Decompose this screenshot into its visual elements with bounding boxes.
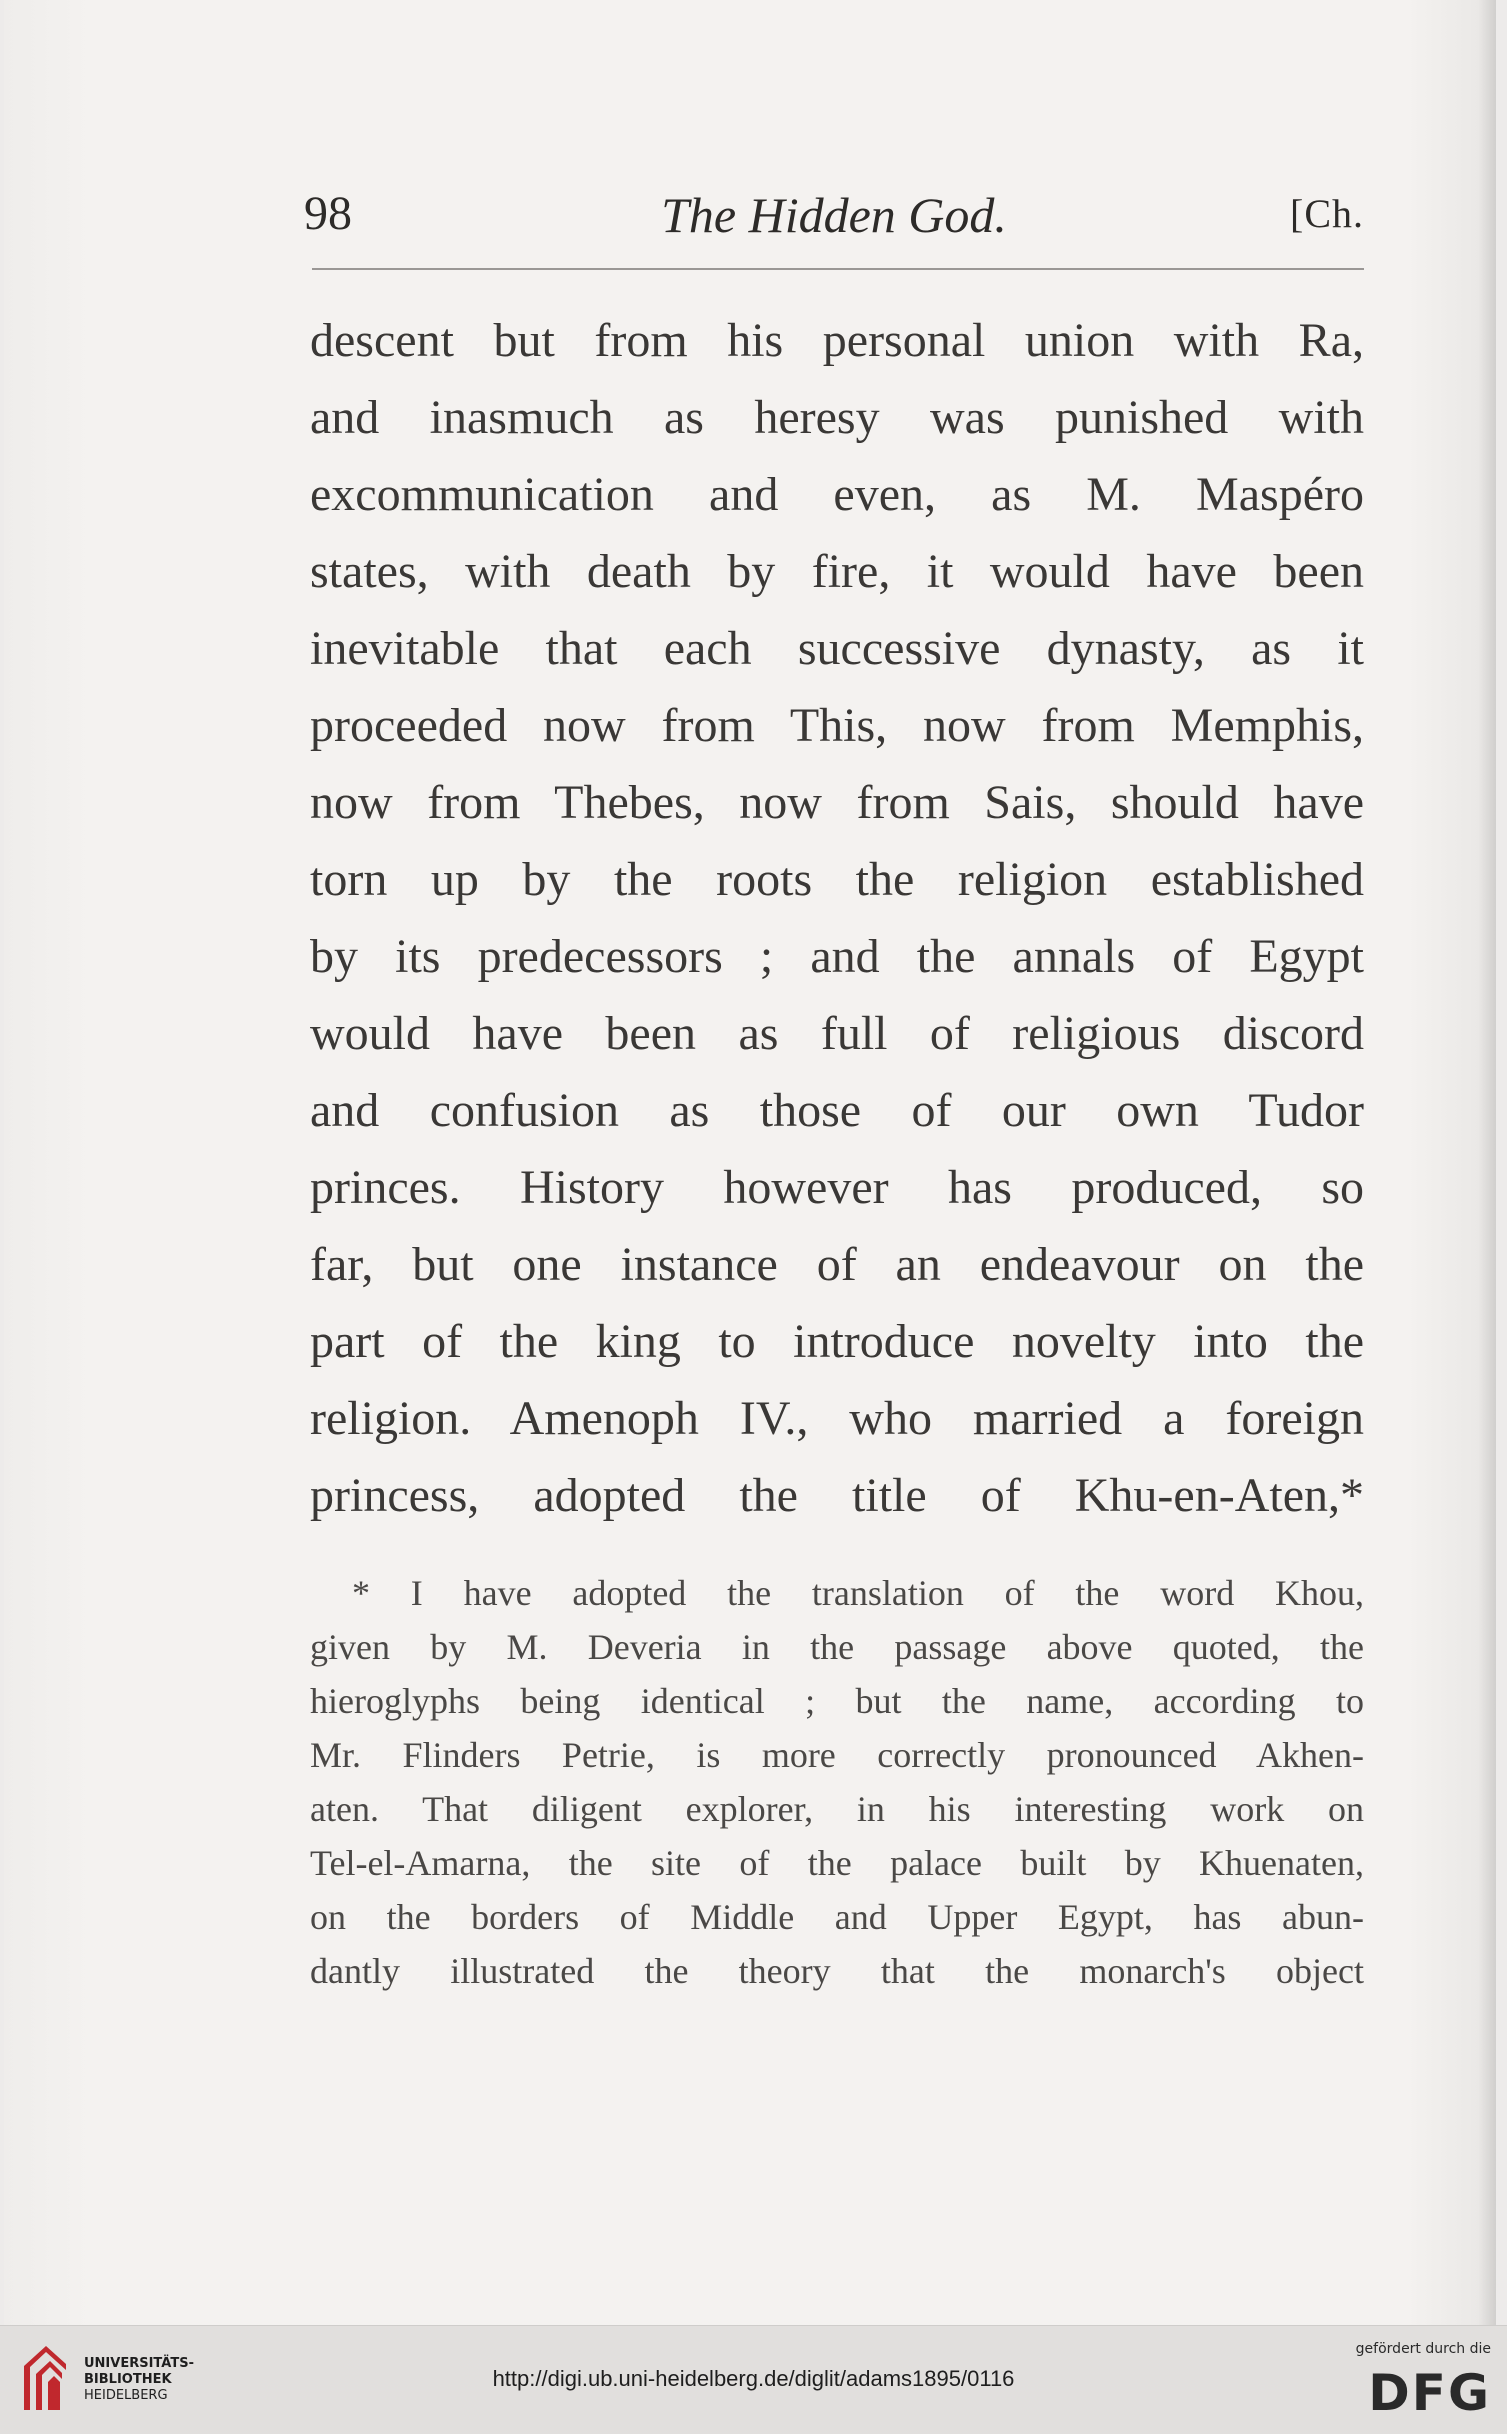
footnote-line: Tel-el-Amarna, the site of the palace built by Khuenaten, — [310, 1843, 1364, 1883]
body-line: and inasmuch as heresy was punished with — [310, 391, 1364, 444]
body-line: inevitable that each successive dynasty, as it — [310, 622, 1364, 675]
body-line: princes. History however has produced, so — [310, 1161, 1364, 1214]
footnote-line: dantly illustrated the theory that the monarch's object — [310, 1951, 1364, 1991]
viewer-footer — [0, 2325, 1507, 2434]
body-line: religion. Amenoph IV., who married a foreign — [310, 1392, 1364, 1445]
footnote-line: given by M. Deveria in the passage above quoted, the — [310, 1627, 1364, 1667]
body-line: by its predecessors ; and the annals of Egypt — [310, 930, 1364, 983]
library-name-line: HEIDELBERG — [84, 2388, 168, 2403]
spine-shadow — [1478, 0, 1496, 2325]
body-line: now from Thebes, now from Sais, should have — [310, 776, 1364, 829]
footnote-line: Mr. Flinders Petrie, is more correctly pronounced Akhen- — [310, 1735, 1364, 1775]
body-line: far, but one instance of an endeavour on the — [310, 1238, 1364, 1291]
funding-label: gefördert durch die — [1355, 2341, 1491, 2357]
library-name-line: UNIVERSITÄTS- — [84, 2356, 194, 2371]
body-line: princess, adopted the title of Khu-en-Aten,* — [310, 1469, 1364, 1522]
svg-text:DFG: DFG — [1368, 2364, 1491, 2416]
body-line: would have been as full of religious discord — [310, 1007, 1364, 1060]
body-line: excommunication and even, as M. Maspéro — [310, 468, 1364, 521]
footnote-line: aten. That diligent explorer, in his interesting work on — [310, 1789, 1364, 1829]
body-line: states, with death by fire, it would have been — [310, 545, 1364, 598]
funding-notice — [1341, 2340, 1491, 2416]
footnote-line: * I have adopted the translation of the word Khou, — [352, 1573, 1364, 1613]
body-line: proceeded now from This, now from Memphis, — [310, 699, 1364, 752]
body-line: descent but from his personal union with Ra, — [310, 314, 1364, 367]
page-number: 98 — [304, 187, 352, 240]
running-title: The Hidden God. — [661, 187, 1007, 243]
page-header — [304, 186, 1364, 246]
footnote — [310, 1566, 1364, 1998]
body-text — [310, 302, 1364, 1534]
footnote-line: on the borders of Middle and Upper Egypt, has abun- — [310, 1897, 1364, 1937]
header-rule — [312, 268, 1364, 270]
footnote-line: hieroglyphs being identical ; but the name, according to — [310, 1681, 1364, 1721]
chapter-reference: [Ch. — [1290, 191, 1364, 236]
dfg-logo-icon — [1345, 2364, 1491, 2416]
permalink-url[interactable]: http://digi.ub.uni-heidelberg.de/diglit/adams1895/0116 — [492, 2366, 1015, 2391]
body-line: part of the king to introduce novelty into the — [310, 1315, 1364, 1368]
library-name-line: BIBLIOTHEK — [84, 2372, 172, 2387]
body-line: torn up by the roots the religion established — [310, 853, 1364, 906]
body-line: and confusion as those of our own Tudor — [310, 1084, 1364, 1137]
